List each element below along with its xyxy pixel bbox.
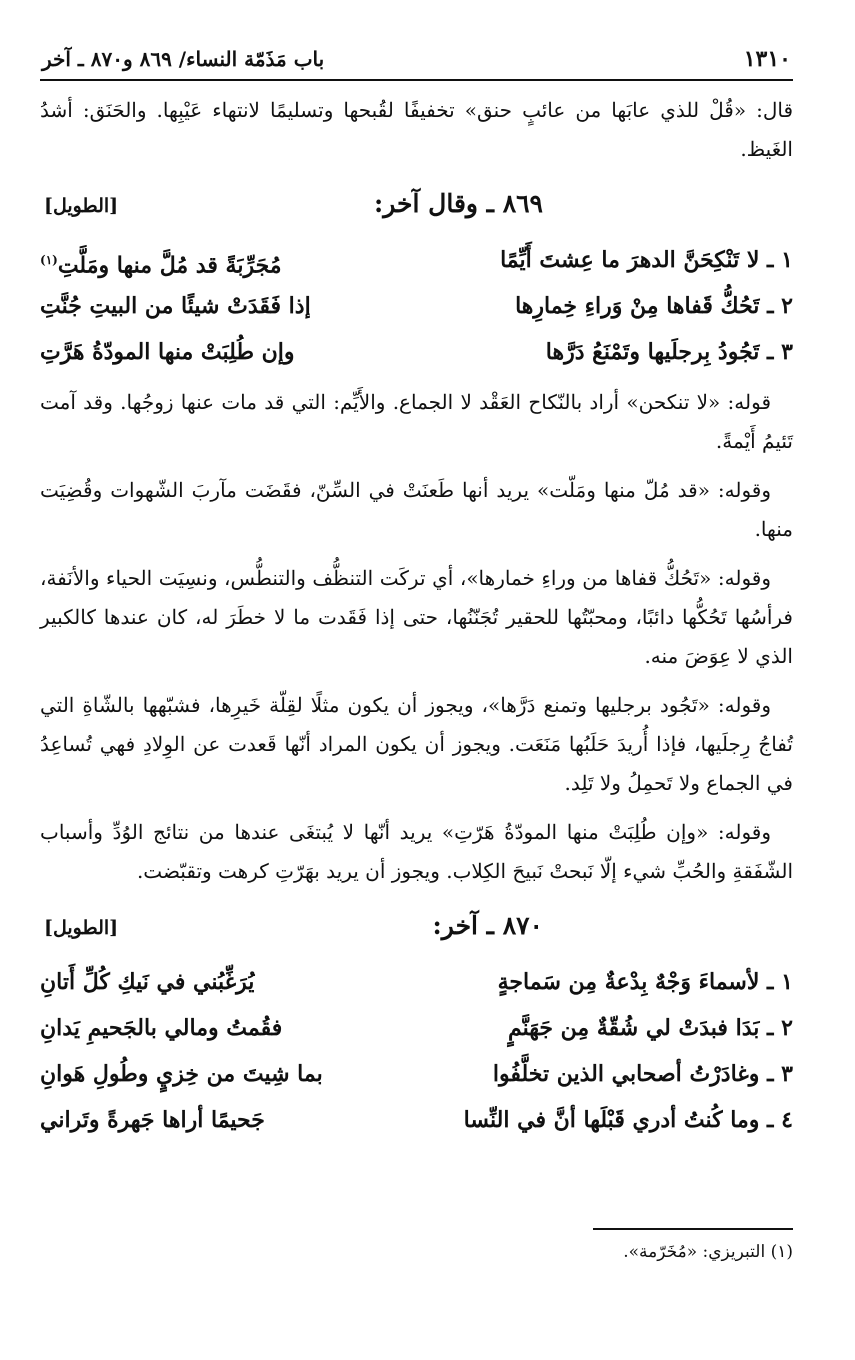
poem-870-meter: [الطويل] xyxy=(44,917,119,939)
verse-870-4-first-hemistich: ٤ ـ وما كُنتُ أدري قَبْلَها أنَّ في النِّسا xyxy=(463,1107,793,1133)
commentary-3-rest: الحياء والأنَفة، فرأسُها تَحُكُّها دائبًا، ومحبّتُها للحقير تُجَنّنُها، حتى إذا فَقَدت ما لا خطَرَ له، كان عندها كالكبير الذي لا عِوَضَ منه. xyxy=(40,566,793,668)
running-header xyxy=(40,45,793,81)
verse-869-3 xyxy=(40,329,793,375)
commentary-1-lead: قوله: «لا تنكحن» أراد بالنّكاح العَقْد لا الجماع. والأَيِّم: التي قد مات عنها xyxy=(180,390,772,414)
poem-870-title: ٨٧٠ ـ آخر: xyxy=(432,911,543,940)
poem-870-verses xyxy=(40,959,793,1143)
verse-870-4 xyxy=(40,1097,793,1143)
verse-869-3-first-hemistich: ٣ ـ تَجُودُ بِرجلَيها وتَمْنَعُ دَرَّها xyxy=(545,339,793,365)
commentary-3-lead: وقوله: «تَحُكُّ قفاها من وراءِ خمارها»، أي تركَت التنظُّف والتنطُّس، ونسِيَت xyxy=(158,566,772,590)
commentary-paragraph-3 xyxy=(40,559,793,676)
verse-870-1-second-hemistich: يُرَغِّبُني في نَيكِ كُلِّ أَتانِ xyxy=(40,969,255,995)
verse-869-2-second-hemistich: إذا فَقَدَتْ شيئًا من البيتِ جُنَّتِ xyxy=(40,293,311,319)
verse-869-1-second-hemistich xyxy=(40,237,395,283)
commentary-4-lead: وقوله: «تَجُود برجليها وتمنع دَرَّها»، ويجوز أن يكون مثلًا لقِلّة خَيرِها، فشبّهها xyxy=(142,693,771,717)
commentary-5-lead: وقوله: «وإن طُلِبَتْ منها المودّةُ هَرّتِ» يريد أنّها لا يُبتغَى عندها من نتائج الوُدِّ xyxy=(112,820,772,844)
commentary-paragraph-2 xyxy=(40,471,793,549)
commentary-4-rest: بالشّاةِ التي تُفاجُ رِجلَيها، فإذا أُريدَ حَلَبُها مَنَعَت. ويجوز أن يكون المراد أنّها قَعدت عن الوِلادِ فهي تُساعِدُ في الجماع ولا تَحمِلُ ولا تَلِد. xyxy=(40,693,793,795)
poem-869-title: ٨٦٩ ـ وقال آخر: xyxy=(374,189,543,218)
verse-869-2-first-hemistich: ٢ ـ تَحُكُّ قَفاها مِنْ وَراءِ خِمارِها xyxy=(515,293,793,319)
commentary-2-rest: وقُضِيَت منها. xyxy=(40,478,793,541)
verse-870-2 xyxy=(40,1005,793,1051)
commentary-1-rest: زوجُها. وقد آمت تَئيمُ أَيْمةً. xyxy=(40,390,793,453)
verse-870-1-first-hemistich: ١ ـ لأسماءَ وَجْهٌ بِدْعةٌ مِن سَماجةٍ xyxy=(497,969,793,995)
verse-869-3-second-hemistich: وإن طُلِبَتْ منها المودّةُ هَرَّتِ xyxy=(40,339,295,365)
commentary-2-lead: وقوله: «قد مُلّ منها ومَلّت» يريد أنها طَعنَتْ في السِّنّ، فقَضَت مآربَ الشّهوات xyxy=(110,478,772,502)
verse-869-1 xyxy=(40,237,793,283)
commentary-5-rest: وأسباب الشّفَقةِ والحُبِّ شيء إلّا نَبحتْ نَبيحَ الكِلاب. ويجوز أن يريد بهَرّتِ كرهت وتقبّضت. xyxy=(40,820,793,883)
footnotes xyxy=(593,1228,793,1266)
poem-870-heading xyxy=(40,909,793,953)
verse-869-1-first-hemistich: ١ ـ لا تَنْكِحَنَّ الدهرَ ما عِشتَ أَيِّمًا xyxy=(500,247,793,273)
verse-870-2-second-hemistich: فقُمتُ ومالي بالجَحيمِ يَدانِ xyxy=(40,1015,283,1041)
verse-870-1 xyxy=(40,959,793,1005)
commentary-paragraph-1 xyxy=(40,383,793,461)
commentary-paragraph-4 xyxy=(40,686,793,803)
footnote-reference: (١) xyxy=(40,253,58,267)
poem-869-verses xyxy=(40,237,793,375)
poem-869-meter: [الطويل] xyxy=(44,195,119,217)
verse-870-3-first-hemistich: ٣ ـ وغادَرْتُ أصحابي الذين تخلَّفُوا xyxy=(492,1061,793,1087)
verse-870-4-second-hemistich: جَحيمًا أراها جَهرةً وتَراني xyxy=(40,1107,265,1133)
verse-870-3 xyxy=(40,1051,793,1097)
footnote-1: (١) التبريزي: «مُخَرّمة». xyxy=(623,1242,793,1262)
commentary-paragraph-5 xyxy=(40,813,793,891)
verse-870-3-second-hemistich: بما شِيتَ من خِزيٍ وطُولِ هَوانِ xyxy=(40,1061,323,1087)
poem-869-heading xyxy=(40,187,793,231)
chapter-title: باب مَذَمّة النساء/ ٨٦٩ و٨٧٠ ـ آخر xyxy=(42,47,325,71)
verse-870-2-first-hemistich: ٢ ـ بَدَا فبدَتْ لي شُقّةٌ مِن جَهَنَّمٍ xyxy=(507,1015,793,1041)
verse-869-1-second-text: مُجَرِّبَةً قد مُلَّ منها ومَلَّتِ xyxy=(57,252,282,279)
page-number: ١٣١٠ xyxy=(743,46,791,72)
verse-869-2 xyxy=(40,283,793,329)
intro-paragraph: قال: «قُلْ للذي عابَها من عائبٍ حنق» تخفيفًا لقُبحها وتسليمًا لانتهاء عَيْبِها. والحَنَق: أشدُ الغَيظ. xyxy=(40,98,793,161)
